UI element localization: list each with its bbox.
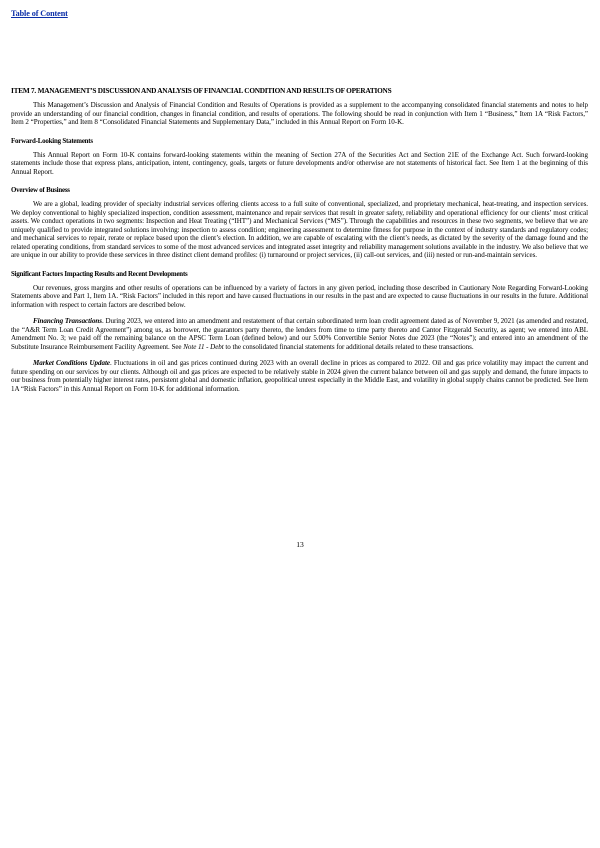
financing-transactions-text-end: to the consolidated financial statements for additional details related to these transactions. [223,342,474,351]
table-of-content-link[interactable]: Table of Content [11,9,68,18]
market-conditions-text: . Fluctuations in oil and gas prices continued during 2023 with an overall decline in prices as compared to 2022. Oil and gas price volatility may impact the current and future spending on our services by our clients. Although oil and gas prices are expected to be relatively stable in 2024 given the current balance between oil and gas supply and demand, the future impacts to our business from potentially higher interest rates, persistent global and domestic inflation, geopolitical unrest especially in the Middle East, and volatility in global supply chains cannot be predicted. See Item 1A “Risk Factors” in this Annual Report on Form 10-K for additional information. [11,359,589,393]
forward-looking-heading: Forward-Looking Statements [11,137,93,145]
item-7-heading: ITEM 7. MANAGEMENT’S DISCUSSION AND ANALYSIS OF FINANCIAL CONDITION AND RESULTS OF OPERATIONS [11,86,392,95]
financing-transactions-paragraph [11,317,588,351]
market-conditions-lead: Market Conditions Update [33,359,110,367]
page-number: 13 [296,540,304,549]
financing-transactions-text: . During 2023, we entered into an amendment and restatement of that certain subordinated term loan credit agreement dated as of November 9, 2021 (as amended and restated, the “A&R Term Loan Credit Agreement”) among us, as borrower, the guarantors party thereto, the lenders from time to time party thereto and Cantor Fitzgerald Security, as agent; we entered into ABL Amendment No. 3; we paid off the remaining balance on the APSC Term Loan (defined below) and our 5.00% Convertible Senior Notes due 2023 (the “Notes”); and entered into an amendment of the Substitute Insurance Reimbursement Facility Agreement. See [11,317,588,351]
document-body [11,86,588,401]
forward-looking-paragraph: This Annual Report on Form 10-K contains forward-looking statements within the meaning of Section 27A of the Securities Act and Section 21E of the Exchange Act. Such forward-looking statements include those that express plans, anticipation, intent, contingency, goals, targets or future developments and/or otherwise are not statements of historical fact. See Item 1 at the beginning of this Annual Report. [11,150,588,176]
financing-transactions-lead: Financing Transactions [33,317,102,325]
debt-note-reference: Note 11 - Debt [183,342,224,351]
intro-paragraph: This Management’s Discussion and Analysis of Financial Condition and Results of Operations is provided as a supplement to the accompanying consolidated financial statements and notes to help provide an understanding of our financial condition, changes in financial condition, and results of operations. The following should be read in conjunction with Item 1 “Business,” Item 1A “Risk Factors,” Item 2 “Properties,” and Item 8 “Consolidated Financial Statements and Supplementary Data,” included in this Annual Report on Form 10-K. [11,101,588,126]
market-conditions-paragraph [11,359,588,393]
significant-factors-paragraph: Our revenues, gross margins and other results of operations can be influenced by a variety of factors in any given period, including those described in Cautionary Note Regarding Forward-Looking Statements above and Part 1, Item 1A. “Risk Factors” included in this report and have caused fluctuations in our results in the past and are expected to cause fluctuations in our results in the future. Additional information with respect to certain factors are described below. [11,283,588,309]
significant-factors-heading: Significant Factors Impacting Results and Recent Developments [11,270,188,278]
overview-heading: Overview of Business [11,187,70,194]
overview-paragraph: We are a global, leading provider of specialty industrial services offering clients access to a full suite of conventional, specialized, and proprietary mechanical, heat-treating, and inspection services. We deploy conventional to highly specialized inspection, condition assessment, maintenance and repair services that result in greater safety, reliability and operational efficiency for our clients’ most critical assets. We conduct operations in two segments: Inspection and Heat Treating (“IHT”) and Mechanical Services (“MS”). Through the capabilities and resources in these two segments, we believe that we are uniquely qualified to provide integrated solutions involving: inspection to assess condition; engineering assessment to determine fitness for purpose in the context of industry standards and regulatory codes; and mechanical services to repair, rerate or replace based upon the client’s election. In addition, we are capable of escalating with the client’s needs, as dictated by the severity of the damage found and the related operating conditions, from standard services to some of the most advanced services and integrated asset integrity and reliability management solutions available in the industry. We also believe that we are unique in our ability to provide these services in three distinct client demand profiles: (i) turnaround or project services, (ii) call-out services, and (iii) nested or run-and-maintain services. [11,200,588,259]
